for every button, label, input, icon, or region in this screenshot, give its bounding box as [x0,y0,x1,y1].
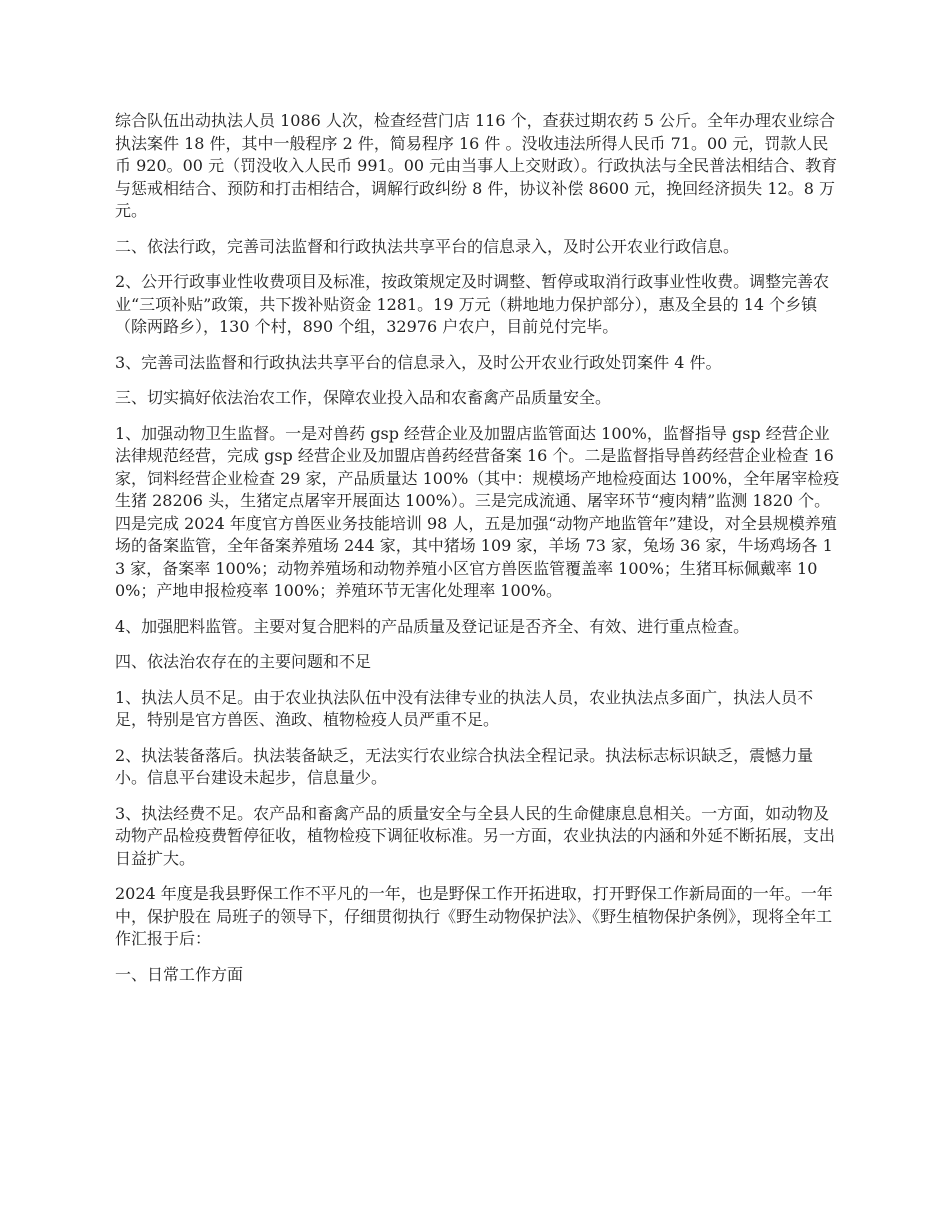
paragraph-item-2-fees: 2、公开行政事业性收费项目及标准，按政策规定及时调整、暂停或取消行政事业性收费。调整完善农业“三项补贴”政策，共下拨补贴资金 1281。19 万元（耕地地力保护部分），惠及全县的 14 个乡镇（除两路乡），130 个村，890 个组，32976 户农户，目前兑付完毕。 [115,272,830,336]
heading-section-four: 四、依法治农存在的主要问题和不足 [115,652,372,671]
paragraph-problem-staff: 1、执法人员不足。由于农业执法队伍中没有法律专业的执法人员，农业执法点多面广，执法人员不足，特别是官方兽医、渔政、植物检疫人员严重不足。 [115,687,814,729]
paragraph-item-4-fertilizer: 4、加强肥料监管。主要对复合肥料的产品质量及登记证是否齐全、有效、进行重点检查。 [115,616,750,636]
paragraph-problem-equipment: 2、执法装备落后。执法装备缺乏，无法实行农业综合执法全程记录。执法标志标识缺乏，震憾力量小。信息平台建设未起步，信息量少。 [115,745,814,787]
paragraph-wildlife-intro: 2024 年度是我县野保工作不平凡的一年，也是野保工作开拓进取，打开野保工作新局面的一年。一年中，保护股在 局班子的领导下，仔细贯彻执行《野生动物保护法》、《野生植物保护条例》，现将全年工作汇报于后： [115,884,833,948]
document-page [115,110,840,999]
paragraph-problem-funding: 3、执法经费不足。农产品和畜禽产品的质量安全与全县人民的生命健康息息相关。一方面，如动物及动物产品检疫费暂停征收，植物检疫下调征收标准。另一方面，农业执法的内涵和外延不断拓展，支出日益扩大。 [115,803,836,868]
heading-daily-work: 一、日常工作方面 [115,964,244,984]
heading-section-three: 三、切实搞好依法治农工作，保障农业投入品和农畜禽产品质量安全。 [115,388,612,407]
paragraph-item-3-platform: 3、完善司法监督和行政执法共享平台的信息录入，及时公开农业行政处罚案件 4 件。 [115,352,722,372]
paragraph-enforcement-summary: 综合队伍出动执法人员 1086 人次，检查经营门店 116 个，查获过期农药 5 公斤。全年办理农业综合执法案件 18 件，其中一般程序 2 件，简易程序 16 件 。没收违法所得人民币 71。00 元，罚款人民币 920。00 元（罚没收入人民币 991。00 元由当事人上交财政）。行政执法与全民普法相结合、教育与惩戒相结合、预防和打击相结合，调解行政纠纷 8 件，协议补偿 8600 元，挽回经济损失 12。8 万元。 [115,111,838,220]
heading-section-two: 二、依法行政，完善司法监督和行政执法共享平台的信息录入，及时公开农业行政信息。 [115,236,740,256]
paragraph-item-1-animal-health: 1、加强动物卫生监督。一是对兽药 gsp 经营企业及加盟店监管面达 100%，监督指导 gsp 经营企业法律规范经营，完成 gsp 经营企业及加盟店兽药经营备案 16 个。二是监督指导兽药经营企业检查 16 家，饲料经营企业检查 29 家，产品质量达 100%（其中：规模场产地检疫面达 100%，全年屠宰检疫生猪 28206 头，生猪定点屠宰开展面达 100%）。三是完成流通、屠宰环节“瘦肉精”监测 1820 个。四是完成 2024 年度官方兽医业务技能培训 98 人，五是加强“动物产地监管年”建设，对全县规模养殖场的备案监管，全年备案养殖场 244 家，其中猪场 109 家，羊场 73 家，兔场 36 家，牛场鸡场各 13 家，备案率 100%；动物养殖场和动物养殖小区官方兽医监管覆盖率 100%；生猪耳标佩戴率 100%；产地申报检疫率 100%；养殖环节无害化处理率 100%。 [115,423,840,600]
